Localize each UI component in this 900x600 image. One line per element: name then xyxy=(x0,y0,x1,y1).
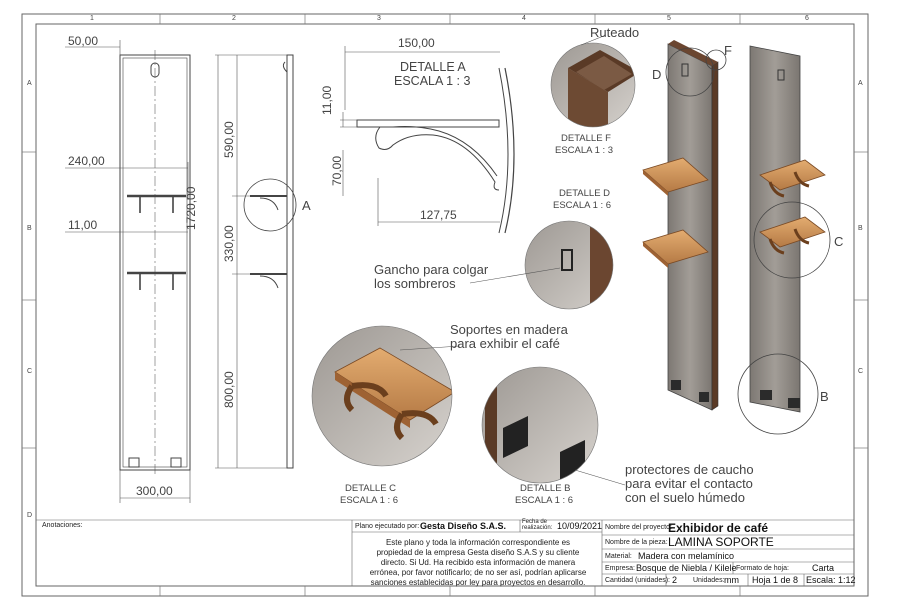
tb-material-label: Material: xyxy=(605,553,632,560)
detail-d-scale: ESCALA 1 : 6 xyxy=(553,200,612,211)
tb-cantidad-value: 2 xyxy=(672,575,678,585)
grid-row-b-right: B xyxy=(858,225,863,232)
callout-a: A xyxy=(302,198,311,213)
dim-mid-span: 330,00 xyxy=(222,225,236,262)
label-gancho-2: los sombreros xyxy=(374,276,456,291)
tb-anotaciones: Anotaciones: xyxy=(42,522,83,529)
detail-c-title: DETALLE C xyxy=(345,483,397,494)
tb-material-value: Madera con melamínico xyxy=(638,551,735,561)
detail-c-scale: ESCALA 1 : 6 xyxy=(340,495,399,506)
label-ruteado: Ruteado xyxy=(590,25,640,40)
label-protectores-1: protectores de caucho xyxy=(625,462,754,477)
tb-formato-value: Carta xyxy=(812,563,835,573)
callout-f: F xyxy=(724,43,732,58)
detail-b-title: DETALLE B xyxy=(520,483,571,494)
iso-panel-2 xyxy=(750,46,825,412)
dim-detail-a-thick: 11,00 xyxy=(320,85,334,115)
grid-col-6: 6 xyxy=(805,15,809,22)
side-view xyxy=(244,55,296,468)
label-gancho-1: Gancho para colgar xyxy=(374,262,489,277)
tb-disclaimer-line-5: sanciones establecidas por ley para proyectos en desarrollo. xyxy=(370,578,586,587)
tb-unidades-label: Unidades: xyxy=(693,577,725,584)
tb-disclaimer-line-2: propiedad de la empresa Gesta diseño S.A.S y su cliente xyxy=(376,548,580,557)
tb-escala-value: Escala: 1:12 xyxy=(806,575,856,585)
grid-row-a: A xyxy=(27,80,32,87)
tb-disclaimer-line-1: Este plano y toda la información correspondiente es xyxy=(385,538,571,547)
dim-detail-a-length: 127,75 xyxy=(420,208,457,222)
tb-disclaimer-line-3: directo. Si Ud. Ha recibido esta información de manera xyxy=(380,558,576,567)
tb-unidades-value: mm xyxy=(724,575,739,585)
label-protectores-2: para evitar el contacto xyxy=(625,476,753,491)
tb-fecha-value: 10/09/2021 xyxy=(557,521,603,531)
detail-f-scale: ESCALA 1 : 3 xyxy=(555,145,614,156)
tb-fecha-label-1: Fecha de xyxy=(522,519,548,525)
grid-col-2: 2 xyxy=(232,15,236,22)
tb-pieza-value: LAMINA SOPORTE xyxy=(668,535,774,549)
tb-disclaimer xyxy=(364,538,592,588)
detail-a-scale: ESCALA 1 : 3 xyxy=(394,74,471,88)
tb-empresa-value: Bosque de Niebla / Kilele xyxy=(636,563,737,573)
tb-ejecutado-value: Gesta Diseño S.A.S. xyxy=(420,521,507,531)
detail-d-title: DETALLE D xyxy=(559,188,611,199)
detail-c-drawing xyxy=(310,325,455,470)
dim-detail-a-width: 150,00 xyxy=(398,36,435,50)
tb-proyecto-value: Exhibidor de café xyxy=(668,521,769,535)
grid-row-b: B xyxy=(27,225,32,232)
callout-d: D xyxy=(652,67,662,82)
tb-empresa-label: Empresa: xyxy=(605,565,635,572)
grid-row-a-right: A xyxy=(858,80,863,87)
dim-base-width: 300,00 xyxy=(136,484,173,498)
dim-detail-a-bracket: 70,00 xyxy=(330,155,344,186)
detail-b-drawing xyxy=(480,365,600,485)
detail-a-title: DETALLE A xyxy=(400,60,466,74)
grid-col-4: 4 xyxy=(522,15,526,22)
tb-pieza-label: Nombre de la pieza: xyxy=(605,539,668,546)
grid-row-c: C xyxy=(27,368,33,375)
grid-ticks xyxy=(22,14,868,596)
front-view xyxy=(120,50,190,475)
grid-col-1: 1 xyxy=(90,15,94,22)
tb-ejecutado-label: Plano ejecutado por: xyxy=(355,523,420,530)
detail-d-drawing xyxy=(520,220,620,320)
tb-hoja-value: Hoja 1 de 8 xyxy=(752,575,799,585)
grid-col-5: 5 xyxy=(667,15,671,22)
dim-thickness: 11,00 xyxy=(68,218,98,232)
dim-lower-span: 800,00 xyxy=(222,371,236,408)
tb-disclaimer-line-4: errónea, por favor notificarlo; de no ser así, podrían aplicarse xyxy=(369,568,587,577)
tb-cantidad-label: Cantidad (unidades): xyxy=(605,577,670,584)
label-protectores-3: con el suelo húmedo xyxy=(625,490,745,505)
iso-panel-1 xyxy=(643,40,718,410)
grid-col-3: 3 xyxy=(377,15,381,22)
dim-shelf-depth: 240,00 xyxy=(68,154,105,168)
grid-row-d: D xyxy=(27,512,33,519)
tb-proyecto-label: Nombre del proyecto: xyxy=(605,524,672,531)
front-dimensions xyxy=(65,40,190,503)
detail-f-drawing xyxy=(550,42,640,140)
tb-fecha-label-2: realización: xyxy=(522,525,553,531)
tb-formato-label: Formato de hoja: xyxy=(736,565,789,572)
detail-f-title: DETALLE F xyxy=(561,133,611,144)
dim-upper-span: 590,00 xyxy=(222,121,236,158)
dim-total-height: 1720,00 xyxy=(184,186,198,230)
grid-row-c-right: C xyxy=(858,368,864,375)
label-soportes-2: para exhibir el café xyxy=(450,336,560,351)
callout-b: B xyxy=(820,389,829,404)
callout-c: C xyxy=(834,234,844,249)
dim-top-width: 50,00 xyxy=(68,34,99,48)
label-soportes-1: Soportes en madera xyxy=(450,322,568,337)
outer-border xyxy=(22,14,868,596)
detail-b-scale: ESCALA 1 : 6 xyxy=(515,495,574,506)
